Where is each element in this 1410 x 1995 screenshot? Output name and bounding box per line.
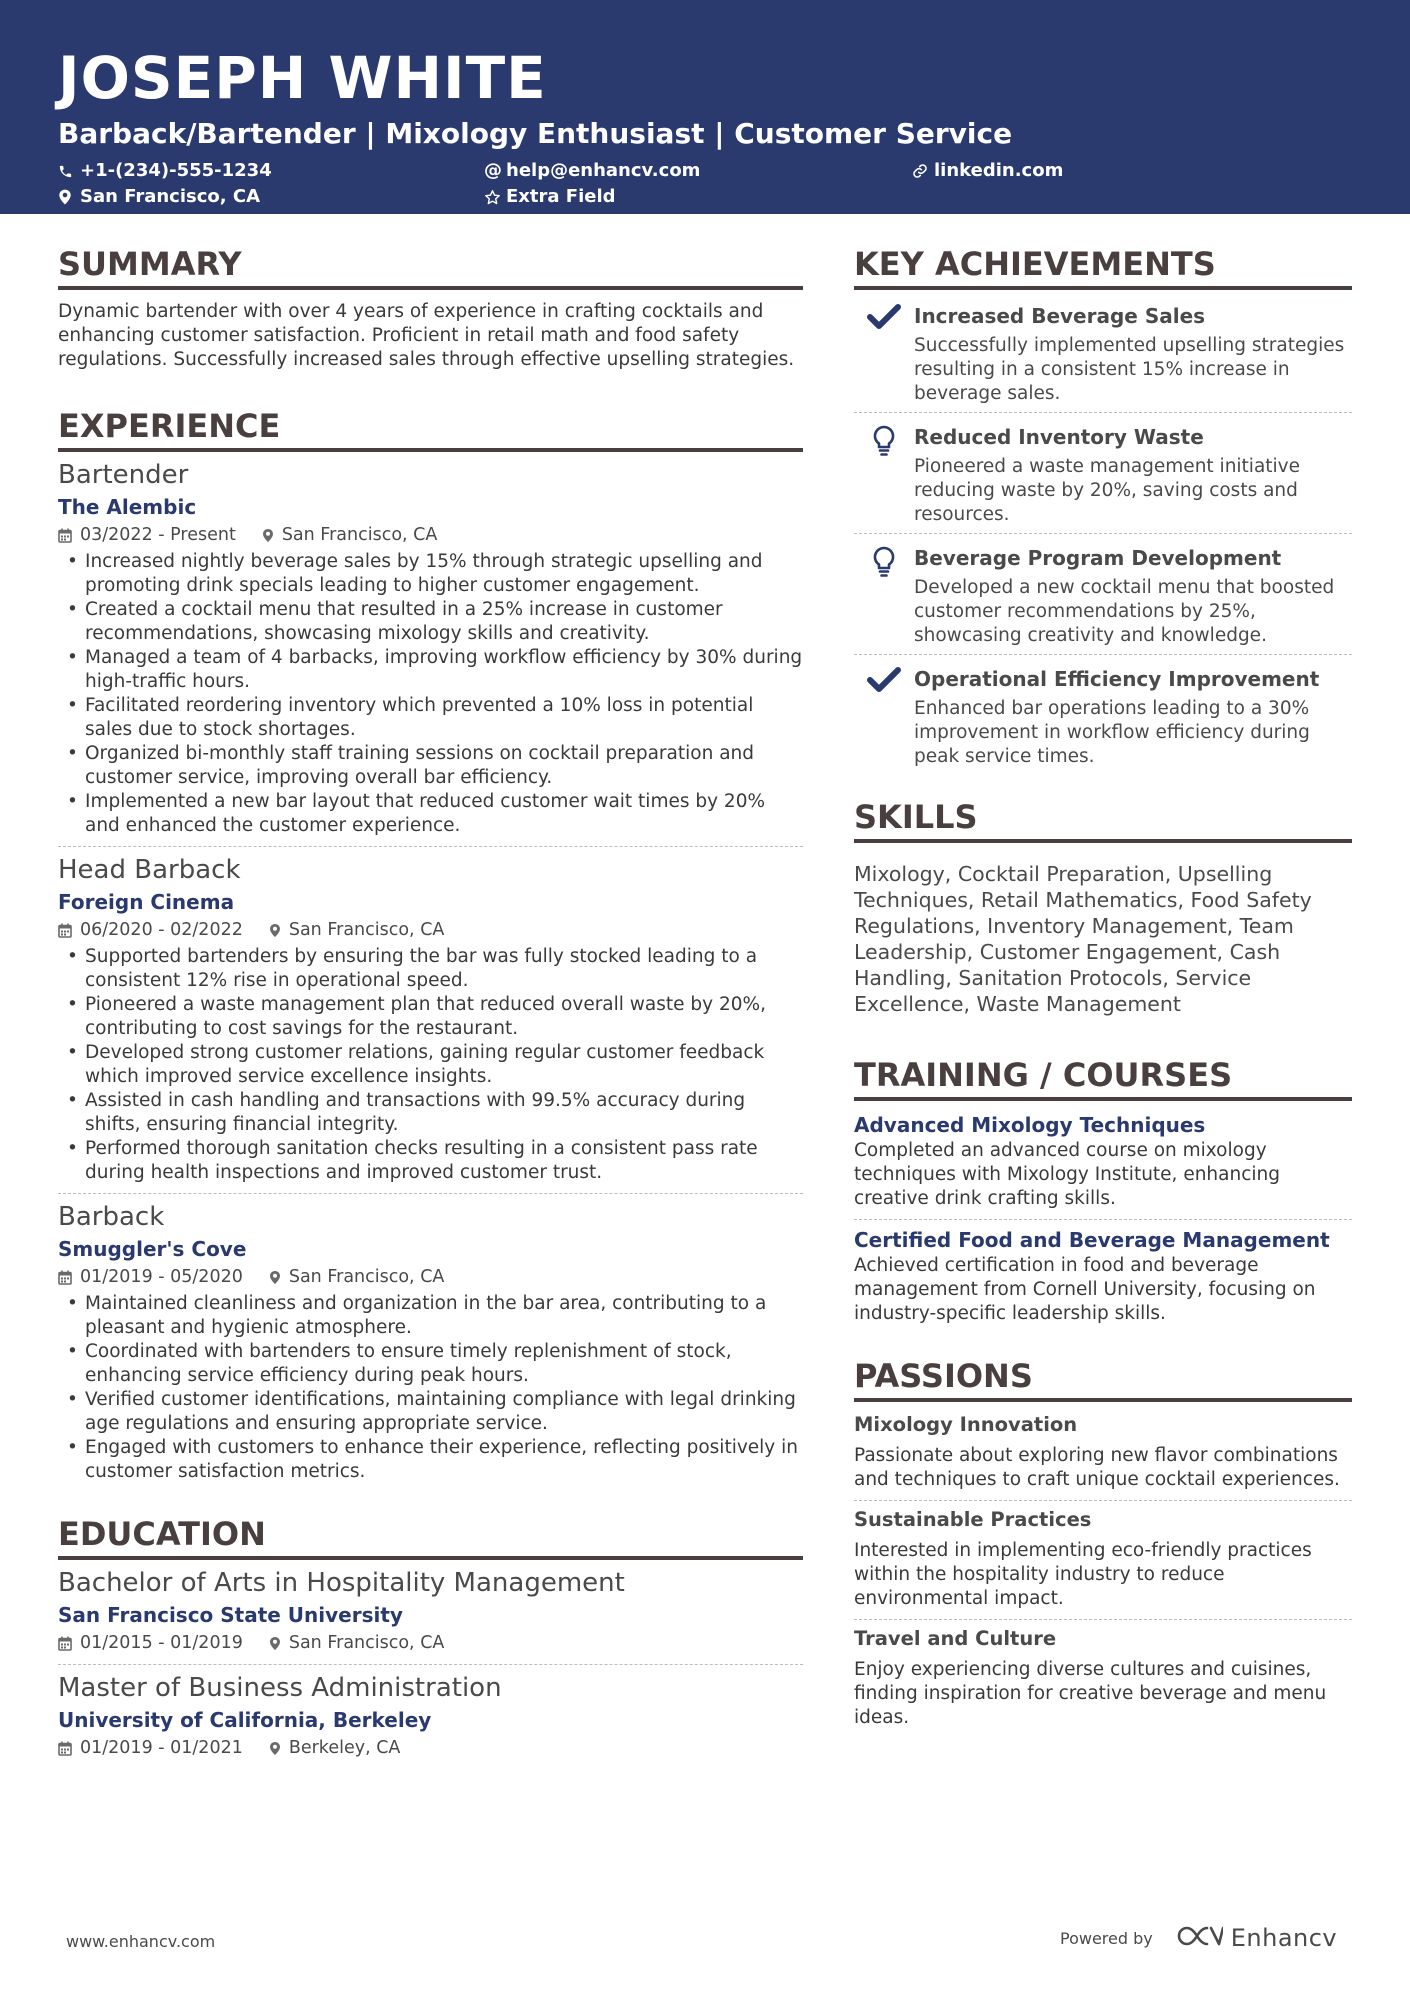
brand-name: Enhancv bbox=[1230, 1924, 1338, 1952]
experience-item bbox=[58, 846, 803, 1193]
course-title[interactable]: Certified Food and Beverage Management bbox=[854, 1228, 1330, 1252]
enhancv-logo-icon bbox=[1177, 1923, 1223, 1953]
passions-title: PASSIONS bbox=[854, 1356, 1352, 1402]
bullet-item: • Increased nightly beverage sales by 15% through strategic upselling and promoting drink specials leading to higher customer engagement. bbox=[58, 550, 803, 598]
bullet-item: • Engaged with customers to enhance their experience, reflecting positively in customer satisfaction metrics. bbox=[58, 1436, 803, 1484]
achievement-item bbox=[854, 292, 1352, 412]
passion-title: Mixology Innovation bbox=[854, 1413, 1078, 1436]
achievement-desc: Developed a new cocktail menu that boosted customer recommendations by 25%, showcasing creativity and knowledge. bbox=[914, 577, 1335, 646]
education-item bbox=[58, 1664, 803, 1769]
experience-section bbox=[58, 406, 803, 1492]
location-pin-icon bbox=[269, 1741, 281, 1756]
job-title: Barback bbox=[58, 1202, 165, 1232]
right-column bbox=[854, 244, 1352, 1738]
passion-item bbox=[854, 1500, 1352, 1619]
bullet-item: • Implemented a new bar layout that reduced customer wait times by 20% and enhanced the customer experience. bbox=[58, 790, 803, 838]
passion-desc: Enjoy experiencing diverse cultures and cuisines, finding inspiration for creative beverage and menu ideas. bbox=[854, 1659, 1327, 1728]
email-text: help@enhancv.com bbox=[506, 160, 701, 181]
star-icon bbox=[484, 189, 506, 206]
education-meta bbox=[58, 1630, 803, 1656]
contact-location bbox=[58, 184, 260, 210]
passion-title: Sustainable Practices bbox=[854, 1508, 1092, 1531]
contact-linkedin[interactable] bbox=[912, 158, 1063, 184]
experience-item bbox=[58, 1193, 803, 1492]
resume-header bbox=[0, 0, 1410, 214]
calendar-icon bbox=[58, 1636, 72, 1651]
bullet-item: • Pioneered a waste management plan that reduced overall waste by 20%, contributing to cost savings for the restaurant. bbox=[58, 993, 803, 1041]
achievement-desc: Successfully implemented upselling strategies resulting in a consistent 15% increase in beverage sales. bbox=[914, 335, 1345, 404]
skills-section bbox=[854, 797, 1352, 1017]
passions-section bbox=[854, 1356, 1352, 1738]
calendar-icon bbox=[58, 1741, 72, 1756]
job-title: Bartender bbox=[58, 460, 189, 490]
location-pin-icon bbox=[262, 528, 274, 543]
course-item bbox=[854, 1219, 1352, 1334]
powered-by-label: Powered by bbox=[1060, 1928, 1153, 1948]
location-pin-icon bbox=[269, 1636, 281, 1651]
passion-desc: Interested in implementing eco-friendly practices within the hospitality industry to reduce environmental impact. bbox=[854, 1540, 1312, 1609]
bullet-item: • Supported bartenders by ensuring the bar was fully stocked leading to a consistent 12% rise in operational speed. bbox=[58, 945, 803, 993]
course-item bbox=[854, 1105, 1352, 1219]
left-column bbox=[58, 244, 803, 1769]
job-bullets bbox=[58, 1292, 803, 1484]
passion-item bbox=[854, 1619, 1352, 1738]
job-meta bbox=[58, 1264, 803, 1290]
summary-text: Dynamic bartender with over 4 years of experience in crafting cocktails and enhancing customer satisfaction. Proficient in retail math and food safety regulations. Successfully increased sales through effective upselling strategies. bbox=[58, 301, 795, 370]
candidate-name: JOSEPH WHITE bbox=[58, 44, 547, 112]
job-bullets bbox=[58, 945, 803, 1185]
job-location: San Francisco, CA bbox=[288, 920, 445, 940]
school-name[interactable]: University of California, Berkeley bbox=[58, 1708, 432, 1732]
phone-text: +1-(234)-555-1234 bbox=[80, 160, 272, 181]
summary-section bbox=[58, 244, 803, 372]
degree-title: Bachelor of Arts in Hospitality Management bbox=[58, 1568, 625, 1598]
achievement-title: Operational Efficiency Improvement bbox=[914, 667, 1320, 691]
job-dates: 06/2020 - 02/2022 bbox=[80, 920, 243, 940]
job-title: Head Barback bbox=[58, 855, 241, 885]
job-meta bbox=[58, 917, 803, 943]
bullet-item: • Maintained cleanliness and organization in the bar area, contributing to a pleasant and hygienic atmosphere. bbox=[58, 1292, 803, 1340]
footer-website[interactable]: www.enhancv.com bbox=[66, 1932, 216, 1951]
job-bullets bbox=[58, 550, 803, 838]
passion-desc: Passionate about exploring new flavor combinations and techniques to craft unique cocktail experiences. bbox=[854, 1445, 1340, 1490]
link-icon bbox=[912, 163, 934, 179]
bullet-item: • Managed a team of 4 barbacks, improving workflow efficiency by 30% during high-traffic hours. bbox=[58, 646, 803, 694]
contact-phone[interactable] bbox=[58, 158, 272, 184]
education-item bbox=[58, 1566, 803, 1664]
bullet-item: • Coordinated with bartenders to ensure timely replenishment of stock, enhancing service efficiency during peak hours. bbox=[58, 1340, 803, 1388]
education-meta bbox=[58, 1735, 803, 1761]
achievement-desc: Enhanced bar operations leading to a 30% improvement in workflow efficiency during peak service times. bbox=[914, 698, 1310, 767]
job-dates: 01/2019 - 05/2020 bbox=[80, 1267, 243, 1287]
candidate-headline: Barback/Bartender | Mixology Enthusiast | Customer Service bbox=[58, 117, 1013, 150]
location-text: San Francisco, CA bbox=[80, 186, 261, 207]
education-dates: 01/2019 - 01/2021 bbox=[80, 1738, 243, 1758]
education-title: EDUCATION bbox=[58, 1514, 803, 1560]
calendar-icon bbox=[58, 528, 72, 543]
bullet-item: • Developed strong customer relations, gaining regular customer feedback which improved service excellence insights. bbox=[58, 1041, 803, 1089]
bullet-item: • Created a cocktail menu that resulted in a 25% increase in customer recommendations, showcasing mixology skills and creativity. bbox=[58, 598, 803, 646]
achievements-title: KEY ACHIEVEMENTS bbox=[854, 244, 1352, 290]
calendar-icon bbox=[58, 1270, 72, 1285]
education-location: Berkeley, CA bbox=[288, 1738, 401, 1758]
achievement-item bbox=[854, 533, 1352, 654]
company-name[interactable]: The Alembic bbox=[58, 495, 197, 519]
footer-branding[interactable] bbox=[1060, 1923, 1337, 1953]
education-location: San Francisco, CA bbox=[288, 1633, 445, 1653]
check-icon bbox=[854, 302, 914, 406]
achievement-title: Increased Beverage Sales bbox=[914, 304, 1206, 328]
achievement-item bbox=[854, 412, 1352, 533]
job-meta bbox=[58, 522, 803, 548]
achievement-title: Beverage Program Development bbox=[914, 546, 1282, 570]
company-name[interactable]: Smuggler's Cove bbox=[58, 1237, 247, 1261]
skills-text: Mixology, Cocktail Preparation, Upselling Techniques, Retail Mathematics, Food Safety Regulations, Inventory Management, Team Leadership, Customer Engagement, Cash Handling, Sanitation Protocols, Service Excellence, Waste Management bbox=[854, 862, 1312, 1016]
extra-text: Extra Field bbox=[506, 186, 616, 207]
achievement-item bbox=[854, 654, 1352, 775]
job-dates: 03/2022 - Present bbox=[80, 525, 236, 545]
contact-email[interactable] bbox=[484, 158, 700, 184]
lightbulb-icon bbox=[854, 544, 914, 648]
location-pin-icon bbox=[269, 1270, 281, 1285]
school-name[interactable]: San Francisco State University bbox=[58, 1603, 403, 1627]
achievements-section bbox=[854, 244, 1352, 775]
experience-title: EXPERIENCE bbox=[58, 406, 803, 452]
degree-title: Master of Business Administration bbox=[58, 1673, 502, 1703]
course-title[interactable]: Advanced Mixology Techniques bbox=[854, 1113, 1206, 1137]
bullet-item: • Facilitated reordering inventory which prevented a 10% loss in potential sales due to stock shortages. bbox=[58, 694, 803, 742]
achievement-desc: Pioneered a waste management initiative reducing waste by 20%, saving costs and resources. bbox=[914, 456, 1301, 525]
course-desc: Achieved certification in food and beverage management from Cornell University, focusing on industry-specific leadership skills. bbox=[854, 1255, 1316, 1324]
job-location: San Francisco, CA bbox=[281, 525, 438, 545]
lightbulb-icon bbox=[854, 423, 914, 527]
at-icon: @ bbox=[484, 160, 502, 181]
linkedin-text: linkedin.com bbox=[934, 160, 1064, 181]
education-section bbox=[58, 1514, 803, 1769]
contact-info bbox=[58, 158, 1352, 218]
training-section bbox=[854, 1055, 1352, 1334]
education-dates: 01/2015 - 01/2019 bbox=[80, 1633, 243, 1653]
bullet-item: • Performed thorough sanitation checks resulting in a consistent pass rate during health inspections and improved customer trust. bbox=[58, 1137, 803, 1185]
calendar-icon bbox=[58, 923, 72, 938]
passion-item bbox=[854, 1406, 1352, 1500]
bullet-item: • Assisted in cash handling and transactions with 99.5% accuracy during shifts, ensuring financial integrity. bbox=[58, 1089, 803, 1137]
check-icon bbox=[854, 665, 914, 769]
company-name[interactable]: Foreign Cinema bbox=[58, 890, 235, 914]
course-desc: Completed an advanced course on mixology techniques with Mixology Institute, enhancing creative drink crafting skills. bbox=[854, 1140, 1280, 1209]
contact-extra bbox=[484, 184, 616, 210]
achievement-title: Reduced Inventory Waste bbox=[914, 425, 1204, 449]
job-location: San Francisco, CA bbox=[288, 1267, 445, 1287]
training-title: TRAINING / COURSES bbox=[854, 1055, 1352, 1101]
skills-title: SKILLS bbox=[854, 797, 1352, 843]
experience-item bbox=[58, 458, 803, 846]
bullet-item: • Verified customer identifications, maintaining compliance with legal drinking age regulations and ensuring appropriate service. bbox=[58, 1388, 803, 1436]
location-pin-icon bbox=[58, 189, 80, 205]
passion-title: Travel and Culture bbox=[854, 1627, 1057, 1650]
phone-icon bbox=[58, 164, 80, 179]
summary-title: SUMMARY bbox=[58, 244, 803, 290]
location-pin-icon bbox=[269, 923, 281, 938]
bullet-item: • Organized bi-monthly staff training sessions on cocktail preparation and customer service, improving overall bar efficiency. bbox=[58, 742, 803, 790]
